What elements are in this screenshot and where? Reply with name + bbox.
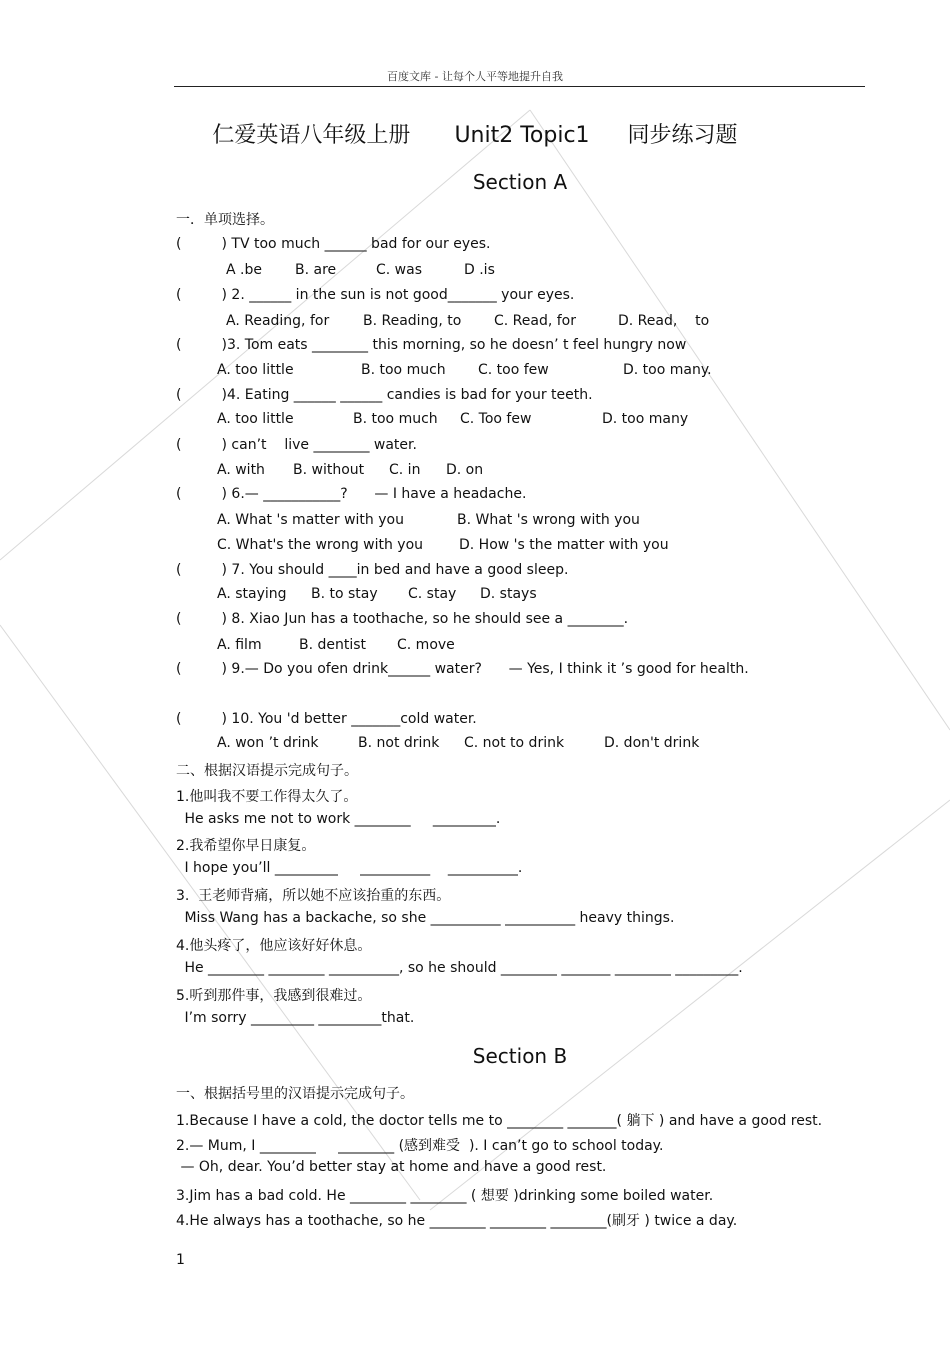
q10-option-d: D. don't drink (604, 735, 700, 751)
q6-option-d: D. How 's the matter with you (459, 537, 669, 553)
page-header: 百度文库 - 让每个人平等地提升自我 (387, 70, 563, 83)
q2-option-d: D. Read, to (618, 313, 710, 329)
translation-1-cn: 1.他叫我不要工作得太久了。 (176, 789, 358, 805)
q7-option-d: D. stays (480, 586, 537, 602)
section-b-heading: Section B (472, 1044, 568, 1068)
translation-2-cn: 2.我希望你早日康复。 (176, 838, 316, 854)
question-10: ( ) 10. You 'd better _______cold water. (176, 711, 477, 727)
translation-4-cn: 4.他头疼了，他应该好好休息。 (176, 938, 372, 954)
question-5: ( ) can’t live ________ water. (176, 437, 417, 453)
section-b-part1-title: 一、根据括号里的汉语提示完成句子。 (176, 1086, 414, 1102)
q8-option-b: B. dentist (299, 637, 367, 653)
q4-option-c: C. Too few (460, 411, 532, 427)
q10-option-a: A. won ’t drink (217, 735, 319, 751)
section-a-part2-title: 二、根据汉语提示完成句子。 (176, 763, 358, 779)
q5-option-c: C. in (389, 462, 421, 478)
title-part-2: Unit2 Topic1 (454, 123, 590, 148)
translation-2-en: I hope you’ll _________ __________ __________. (180, 860, 523, 876)
section-b-line-2: 2.— Mum, I ________ ________ (感到难受 ). I can’t go to school today. (176, 1138, 664, 1154)
q7-option-a: A. staying (217, 586, 287, 602)
section-a-part1-title: 一．单项选择。 (176, 212, 274, 228)
q8-option-c: C. move (397, 637, 455, 653)
question-3: ( )3. Tom eats ________ this morning, so he doesn’ t feel hungry now (176, 337, 687, 353)
q3-option-c: C. too few (478, 362, 549, 378)
question-9: ( ) 9.— Do you ofen drink______ water? — Yes, I think it ’s good for health. (176, 661, 749, 677)
page-number: 1 (176, 1252, 185, 1268)
q3-option-a: A. too little (217, 362, 294, 378)
translation-3-cn: 3. 王老师背痛，所以她不应该抬重的东西。 (176, 888, 451, 904)
q1-option-c: C. was (376, 262, 422, 278)
q6-option-a: A. What 's matter with you (217, 512, 404, 528)
section-b-line-5: 4.He always has a toothache, so he ________ ________ ________(刷牙 ) twice a day. (176, 1213, 738, 1229)
question-2: ( ) 2. ______ in the sun is not good_______ your eyes. (176, 287, 575, 303)
translation-5-cn: 5.听到那件事，我感到很难过。 (176, 988, 372, 1004)
q5-option-a: A. with (217, 462, 265, 478)
title-part-3: 同步练习题 (627, 123, 738, 148)
q5-option-d: D. on (446, 462, 484, 478)
document-title (0, 118, 950, 149)
q1-option-d: D .is (464, 262, 495, 278)
q3-option-b: B. too much (361, 362, 446, 378)
q10-option-b: B. not drink (358, 735, 440, 751)
q8-option-a: A. film (217, 637, 262, 653)
question-7: ( ) 7. You should ____in bed and have a good sleep. (176, 562, 569, 578)
section-b-line-1: 1.Because I have a cold, the doctor tells me to ________ _______( 躺下 ) and have a good rest. (176, 1113, 823, 1129)
translation-5-en: I’m sorry _________ _________that. (180, 1010, 415, 1026)
q2-option-b: B. Reading, to (363, 313, 462, 329)
q7-option-c: C. stay (408, 586, 457, 602)
q7-option-b: B. to stay (311, 586, 378, 602)
translation-1-en: He asks me not to work ________ _________. (180, 811, 501, 827)
q4-option-b: B. too much (353, 411, 438, 427)
q10-option-c: C. not to drink (464, 735, 565, 751)
question-8: ( ) 8. Xiao Jun has a toothache, so he should see a ________. (176, 611, 629, 627)
q1-option-b: B. are (295, 262, 337, 278)
q4-option-d: D. too many (602, 411, 689, 427)
section-b-line-3: — Oh, dear. You’d better stay at home and have a good rest. (176, 1159, 607, 1175)
q6-option-b: B. What 's wrong with you (457, 512, 640, 528)
q2-option-c: C. Read, for (494, 313, 577, 329)
q5-option-b: B. without (293, 462, 365, 478)
q4-option-a: A. too little (217, 411, 294, 427)
question-1: ( ) TV too much ______ bad for our eyes. (176, 236, 491, 252)
question-6: ( ) 6.— ___________? — I have a headache. (176, 486, 527, 502)
section-b-line-4: 3.Jim has a bad cold. He ________ ________ ( 想要 )drinking some boiled water. (176, 1188, 714, 1204)
q1-option-a: A .be (226, 262, 262, 278)
q3-option-d: D. too many. (623, 362, 712, 378)
q6-option-c: C. What's the wrong with you (217, 537, 424, 553)
title-part-1: 仁爱英语八年级上册 (212, 123, 411, 148)
question-4: ( )4. Eating ______ ______ candies is bad for your teeth. (176, 387, 593, 403)
section-a-heading: Section A (472, 170, 568, 194)
translation-3-en: Miss Wang has a backache, so she __________ __________ heavy things. (180, 910, 675, 926)
translation-4-en: He ________ ________ __________, so he should ________ _______ ________ _________. (180, 960, 743, 976)
q2-option-a: A. Reading, for (226, 313, 330, 329)
header-rule (174, 86, 865, 87)
